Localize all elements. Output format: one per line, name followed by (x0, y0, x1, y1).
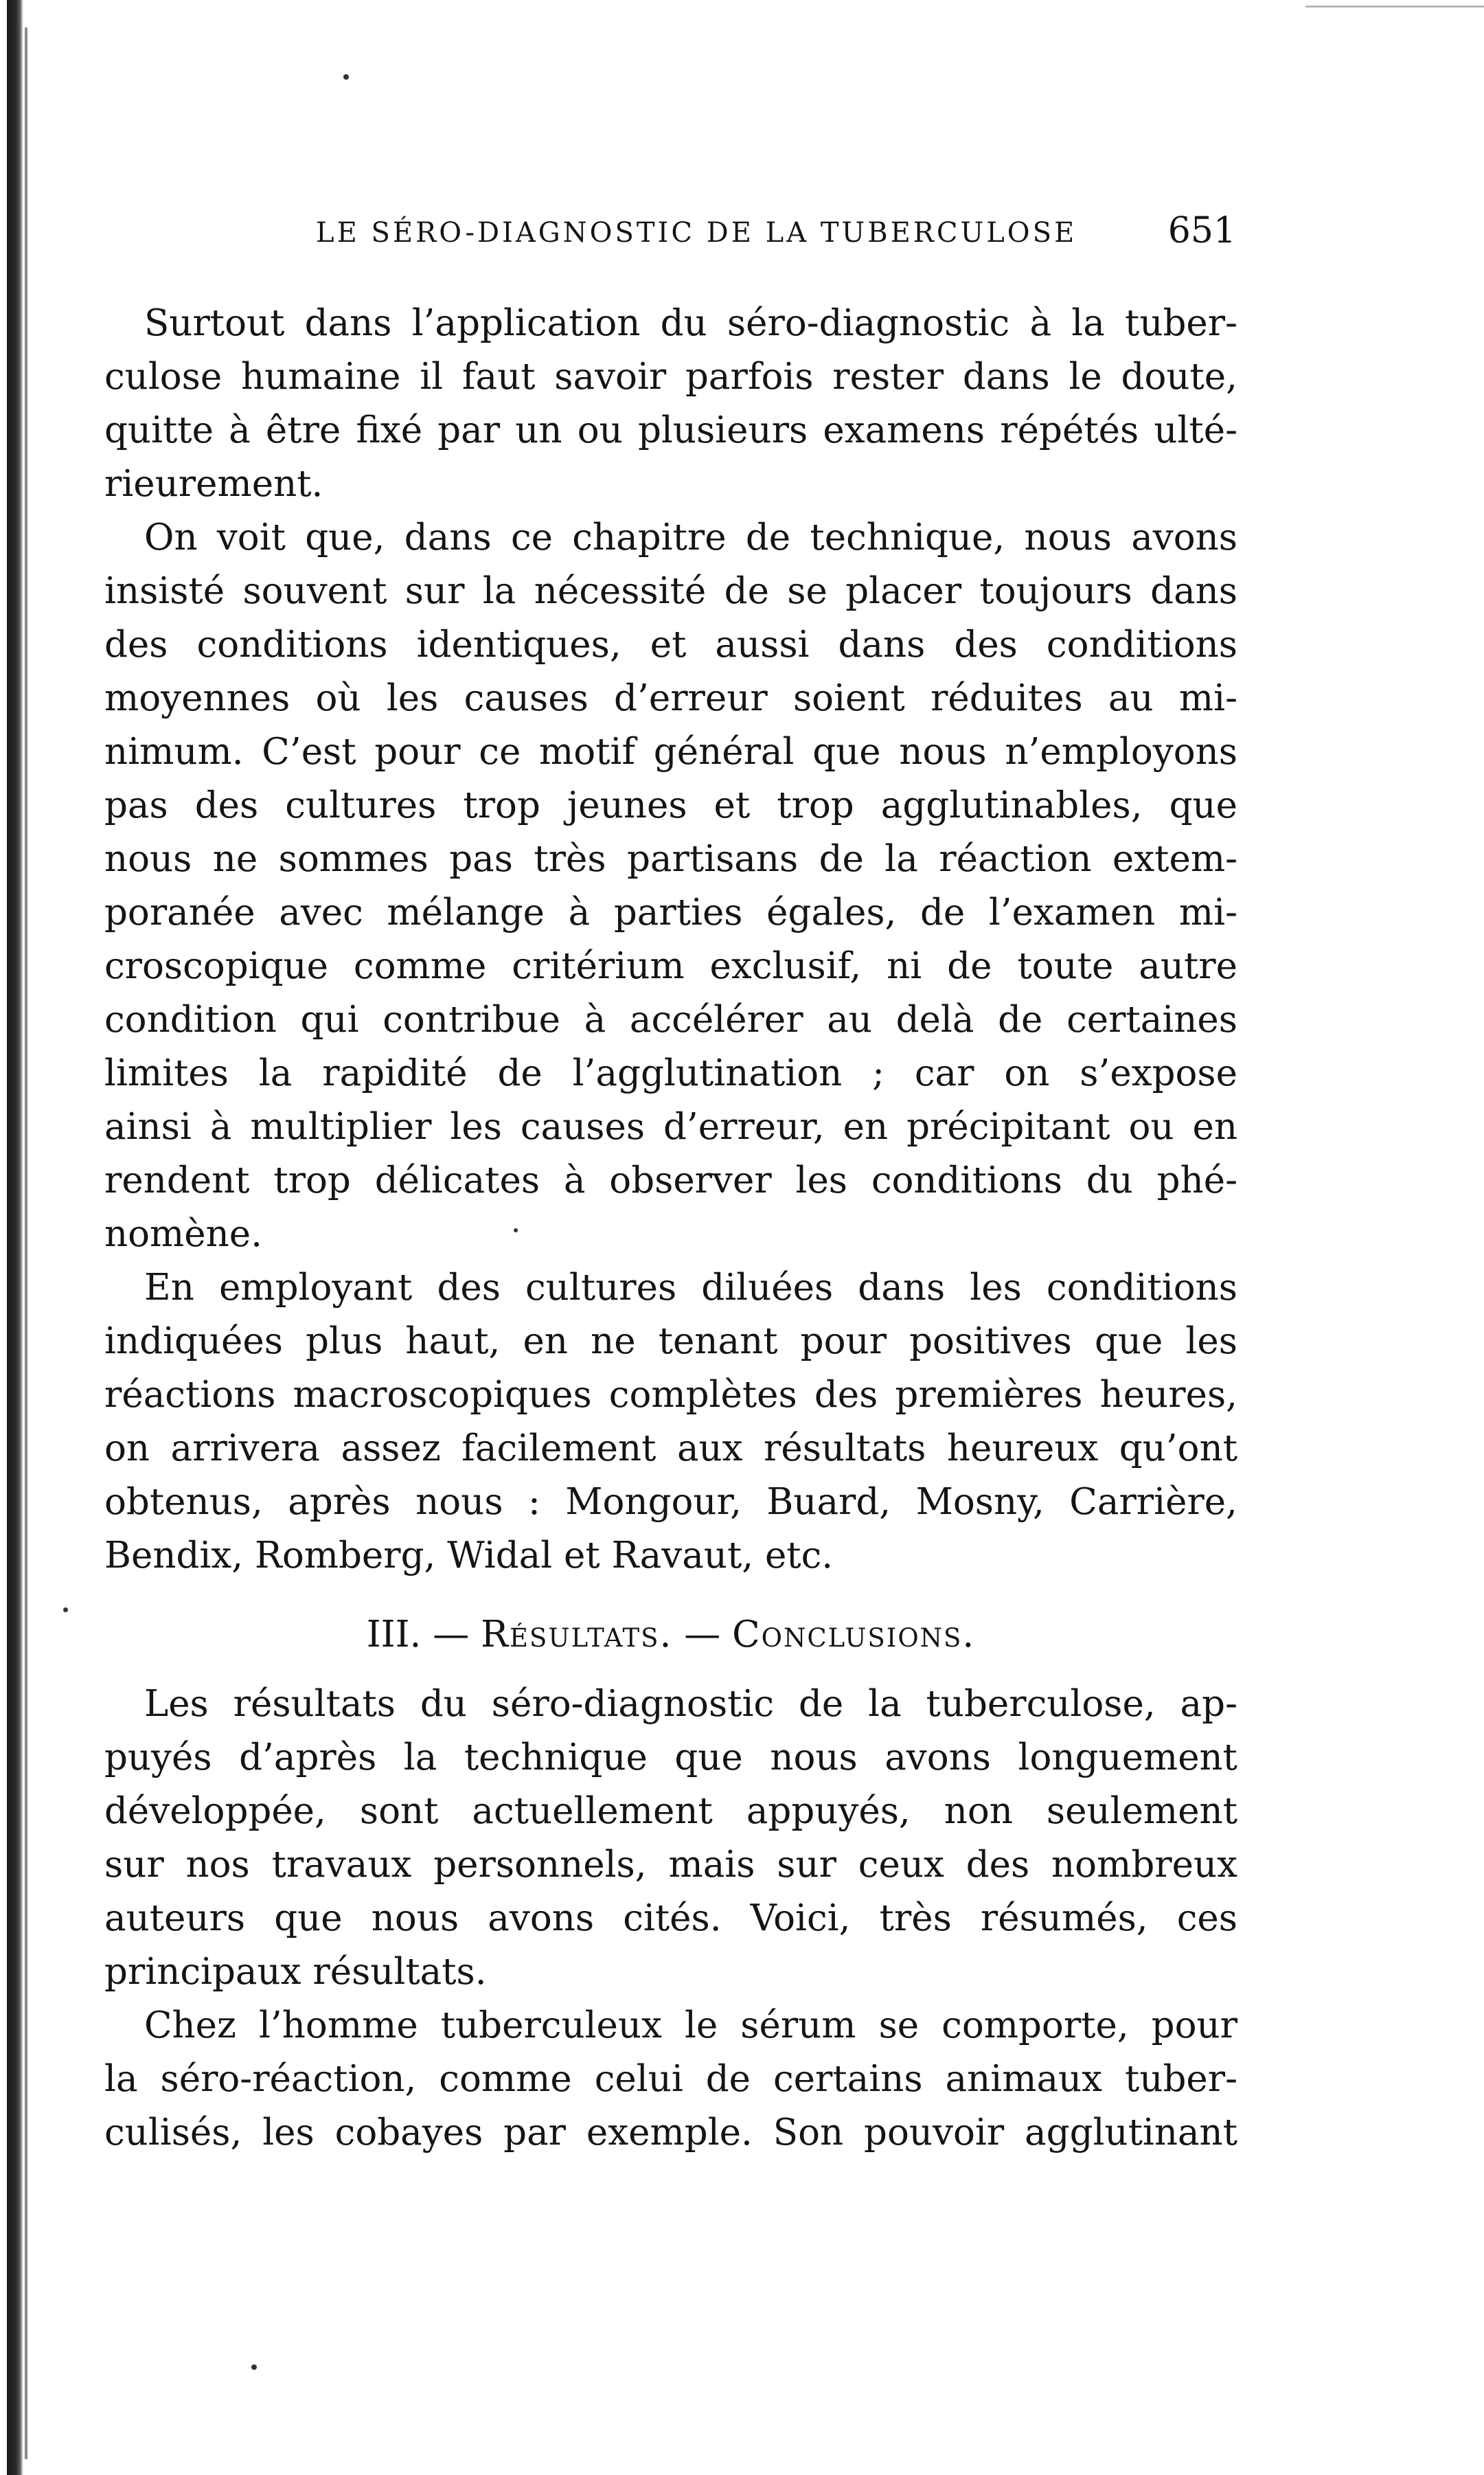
text-line: auteurs que nous avons cités. Voici, très résumés, ces (104, 1897, 1237, 1939)
text-line: obtenus, après nous : Mongour, Buard, Mosny, Carrière, (104, 1481, 1237, 1523)
text-line: Chez l’homme tuberculeux le sérum se comporte, pour (144, 2004, 1237, 2046)
text-line: nomène. (104, 1213, 263, 1255)
text-line: des conditions identiques, et aussi dans des conditions (104, 624, 1237, 666)
paragraph (104, 1261, 1237, 1583)
text-line: rieurement. (104, 463, 323, 505)
running-head (316, 206, 1236, 261)
text-line: Surtout dans l’application du séro-diagnostic à la tuber- (144, 302, 1237, 344)
text-line: rendent trop délicates à observer les conditions du phé- (104, 1160, 1237, 1201)
section-numeral: III. — (366, 1614, 470, 1655)
body-text (104, 297, 1237, 2160)
text-line: condition qui contribue à accélérer au delà de certaines (104, 999, 1237, 1041)
binding-edge-line (25, 27, 27, 2459)
text-line: poranée avec mélange à parties égales, de l’examen mi- (104, 892, 1237, 934)
text-line: principaux résultats. (104, 1951, 487, 1993)
text-line: sur nos travaux personnels, mais sur ceux des nombreux (104, 1844, 1237, 1886)
scan-speck (251, 2364, 257, 2370)
text-line: nimum. C’est pour ce motif général que nous n’employons (104, 731, 1237, 773)
section-dash: — (684, 1614, 721, 1655)
text-line: insisté souvent sur la nécessité de se placer toujours dans (104, 570, 1237, 612)
text-line: quitte à être fixé par un ou plusieurs examens répétés ulté- (104, 409, 1237, 451)
text-line: On voit que, dans ce chapitre de technique, nous avons (144, 517, 1237, 558)
text-line: moyennes où les causes d’erreur soient réduites au mi- (104, 677, 1237, 719)
text-line: réactions macroscopiques complètes des premières heures, (104, 1374, 1237, 1416)
section-heading (104, 1598, 1237, 1672)
paragraph (104, 1999, 1237, 2160)
text-line: culisés, les cobayes par exemple. Son pouvoir agglutinant (104, 2112, 1237, 2154)
text-line: culose humaine il faut savoir parfois rester dans le doute, (104, 356, 1237, 398)
text-line: on arrivera assez facilement aux résultats heureux qu’ont (104, 1427, 1237, 1469)
text-line: pas des cultures trop jeunes et trop agglutinables, que (104, 784, 1237, 826)
scan-speck (63, 1607, 68, 1612)
text-line: limites la rapidité de l’agglutination ; car on s’expose (104, 1052, 1237, 1094)
section-title: Résultats. (481, 1614, 673, 1655)
text-line: indiquées plus haut, en ne tenant pour positives que les (104, 1320, 1237, 1362)
paragraph (104, 511, 1237, 1261)
text-line: ainsi à multiplier les causes d’erreur, en précipitant ou en (104, 1106, 1237, 1148)
running-title: LE SÉRO-DIAGNOSTIC DE LA TUBERCULOSE (316, 217, 1077, 249)
text-line: croscopique comme critérium exclusif, ni de toute autre (104, 945, 1237, 987)
page-number: 651 (1167, 210, 1236, 251)
section-subtitle: Conclusions. (732, 1614, 976, 1655)
text-line: nous ne sommes pas très partisans de la réaction extem- (104, 838, 1237, 880)
paragraph (104, 297, 1237, 511)
binding-edge-shadow (7, 0, 23, 2475)
text-line: développée, sont actuellement appuyés, non seulement (104, 1790, 1237, 1832)
scan-speck (343, 74, 349, 80)
text-line: la séro-réaction, comme celui de certains animaux tuber- (104, 2058, 1237, 2100)
text-line: Les résultats du séro-diagnostic de la tuberculose, ap- (144, 1683, 1237, 1725)
top-edge-rule (1305, 5, 1484, 8)
text-line: puyés d’après la technique que nous avons longuement (104, 1737, 1237, 1778)
text-line: Bendix, Romberg, Widal et Ravaut, etc. (104, 1535, 834, 1576)
text-line: En employant des cultures diluées dans les conditions (144, 1267, 1237, 1309)
paragraph (104, 1677, 1237, 1999)
